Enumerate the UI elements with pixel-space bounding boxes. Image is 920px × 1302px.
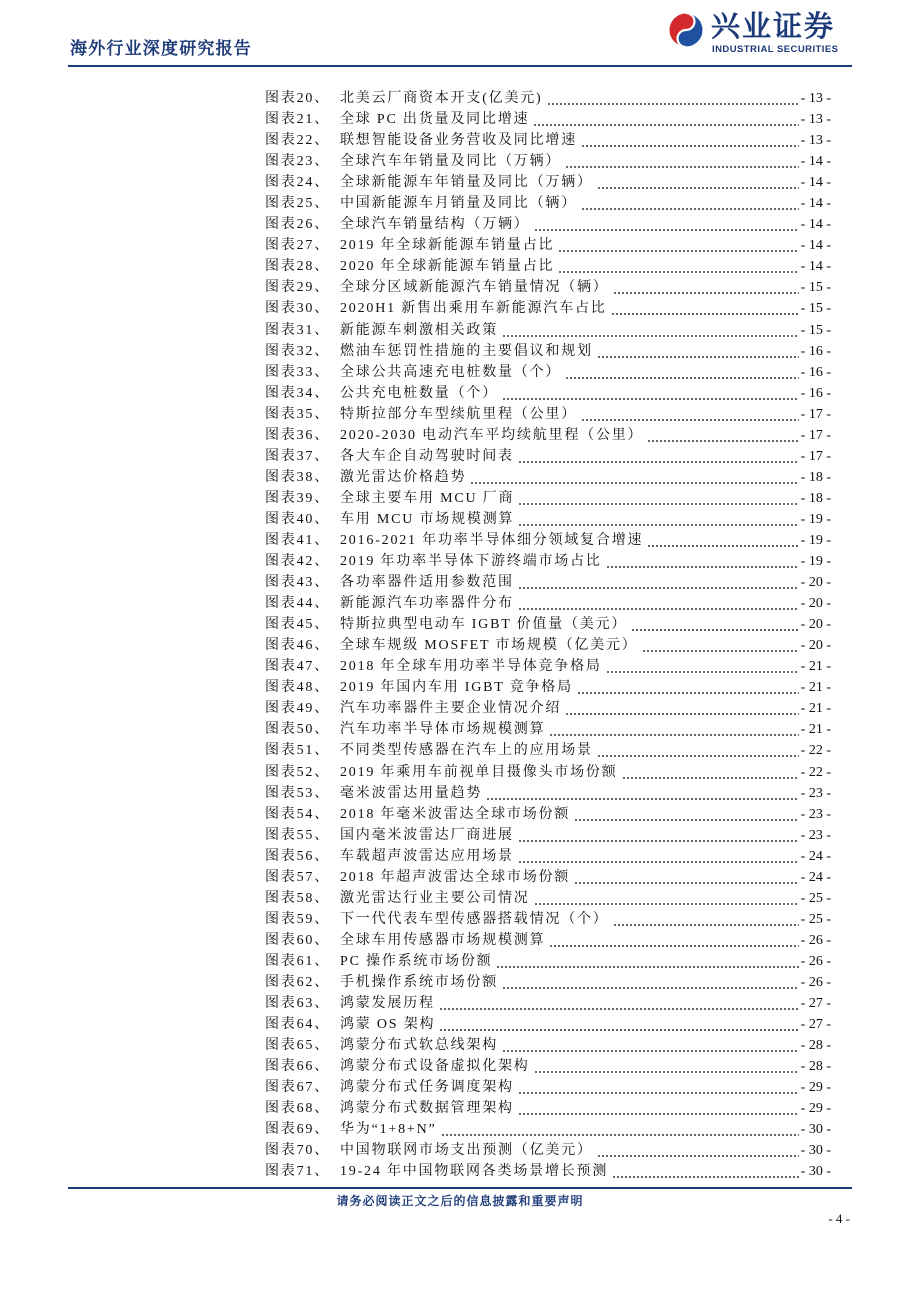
figure-entry-title: 中国物联网市场支出预测（亿美元）: [340, 1143, 593, 1159]
logo-company-name: 兴业证券: [711, 9, 836, 43]
figure-list-entry[interactable]: [265, 320, 831, 341]
dot-leader: [647, 530, 798, 551]
figure-list: [265, 88, 831, 1182]
figure-list-entry[interactable]: [265, 235, 831, 256]
figure-entry-label: 图表44、: [265, 596, 330, 612]
figure-entry-label: 图表25、: [265, 196, 330, 212]
figure-entry-title: 全球车用传感器市场规模测算: [340, 932, 546, 948]
figure-entry-title: 各大车企自动驾驶时间表: [340, 448, 514, 464]
figure-entry-title: 汽车功率器件主要企业情况介绍: [340, 701, 562, 717]
figure-entry-page: - 30 -: [800, 1122, 831, 1138]
figure-list-entry[interactable]: [265, 256, 831, 277]
figure-list-entry[interactable]: [265, 214, 831, 235]
figure-list-entry[interactable]: [265, 509, 831, 530]
figure-entry-title: 2018 年全球车用功率半导体竞争格局: [340, 659, 602, 675]
figure-entry-label: 图表62、: [265, 974, 330, 990]
figure-entry-title: 全球公共高速充电桩数量（个）: [340, 364, 562, 380]
figure-entry-title: 2018 年超声波雷达全球市场份额: [340, 869, 571, 885]
figure-entry-title: 2019 年全球新能源车销量占比: [340, 238, 555, 254]
figure-list-entry[interactable]: [265, 888, 831, 909]
dot-leader: [439, 1014, 798, 1035]
dot-leader: [518, 509, 798, 530]
figure-list-entry[interactable]: [265, 572, 831, 593]
dot-leader: [565, 151, 798, 172]
figure-entry-title: 特斯拉典型电动车 IGBT 价值量（美元）: [340, 617, 628, 633]
dot-leader: [533, 109, 798, 130]
figure-entry-page: - 15 -: [800, 301, 831, 317]
figure-entry-page: - 29 -: [800, 1080, 831, 1096]
dot-leader: [565, 698, 798, 719]
figure-list-entry[interactable]: [265, 551, 831, 572]
dot-leader: [502, 383, 799, 404]
figure-list-entry[interactable]: [265, 362, 831, 383]
figure-entry-page: - 17 -: [800, 427, 831, 443]
dot-leader: [574, 867, 799, 888]
figure-entry-title: 新能源汽车功率器件分布: [340, 596, 514, 612]
footer-disclaimer: 请务必阅读正文之后的信息披露和重要声明: [336, 1194, 584, 1208]
figure-entry-label: 图表50、: [265, 722, 330, 738]
figure-entry-label: 图表51、: [265, 743, 330, 759]
dot-leader: [518, 1077, 799, 1098]
dot-leader: [581, 193, 799, 214]
dot-leader: [518, 825, 799, 846]
figure-entry-page: - 29 -: [800, 1101, 831, 1117]
figure-entry-page: - 27 -: [800, 996, 831, 1012]
figure-entry-page: - 20 -: [800, 596, 831, 612]
figure-list-entry[interactable]: [265, 467, 831, 488]
figure-list-entry[interactable]: [265, 488, 831, 509]
figure-entry-label: 图表43、: [265, 575, 330, 591]
figure-entry-title: 各功率器件适用参数范围: [340, 575, 514, 591]
dot-leader: [502, 972, 799, 993]
figure-entry-page: - 19 -: [800, 511, 831, 527]
figure-entry-page: - 14 -: [800, 217, 831, 233]
dot-leader: [486, 783, 798, 804]
figure-entry-title: 全球主要车用 MCU 厂商: [340, 490, 515, 506]
figure-list-entry[interactable]: [265, 677, 831, 698]
figure-entry-page: - 20 -: [800, 617, 831, 633]
figure-entry-page: - 21 -: [800, 680, 831, 696]
figure-list-entry[interactable]: [265, 277, 831, 298]
figure-list-entry[interactable]: [265, 151, 831, 172]
figure-list-entry[interactable]: [265, 740, 831, 761]
figure-entry-title: 毫米波雷达用量趋势: [340, 785, 483, 801]
figure-entry-label: 图表35、: [265, 406, 330, 422]
dot-leader: [518, 572, 799, 593]
figure-entry-title: 联想智能设备业务营收及同比增速: [340, 133, 577, 149]
figure-entry-label: 图表61、: [265, 953, 330, 969]
figure-entry-label: 图表41、: [265, 532, 330, 548]
figure-entry-label: 图表49、: [265, 701, 330, 717]
dot-leader: [534, 888, 799, 909]
figure-entry-title: 2019 年国内车用 IGBT 竞争格局: [340, 680, 573, 696]
page-number: - 4 -: [828, 1211, 850, 1226]
figure-entry-page: - 13 -: [800, 112, 831, 128]
figure-entry-page: - 16 -: [800, 385, 831, 401]
dot-leader: [597, 341, 799, 362]
figure-entry-page: - 23 -: [800, 806, 831, 822]
figure-list-entry[interactable]: [265, 656, 831, 677]
figure-entry-page: - 21 -: [800, 701, 831, 717]
figure-list-entry[interactable]: [265, 88, 831, 109]
dot-leader: [581, 404, 799, 425]
figure-entry-title: 2020 年全球新能源车销量占比: [340, 259, 555, 275]
figure-entry-title: 全球 PC 出货量及同比增速: [340, 112, 530, 128]
figure-entry-title: 燃油车惩罚性措施的主要倡议和规划: [340, 343, 593, 359]
figure-entry-page: - 14 -: [800, 154, 831, 170]
figure-list-entry[interactable]: [265, 1140, 831, 1161]
figure-entry-label: 图表28、: [265, 259, 330, 275]
dot-leader: [534, 1056, 799, 1077]
figure-entry-label: 图表22、: [265, 133, 330, 149]
figure-entry-label: 图表60、: [265, 932, 330, 948]
dot-leader: [613, 909, 799, 930]
dot-leader: [642, 635, 799, 656]
dot-leader: [496, 951, 798, 972]
dot-leader: [612, 1161, 799, 1182]
figure-entry-page: - 23 -: [800, 827, 831, 843]
figure-list-entry[interactable]: [265, 593, 831, 614]
figure-entry-page: - 25 -: [800, 911, 831, 927]
figure-list-entry[interactable]: [265, 1161, 831, 1182]
figure-entry-label: 图表23、: [265, 154, 330, 170]
figure-list-entry[interactable]: [265, 109, 831, 130]
dot-leader: [613, 277, 799, 298]
figure-entry-page: - 15 -: [800, 322, 831, 338]
figure-entry-page: - 24 -: [800, 869, 831, 885]
figure-entry-label: 图表48、: [265, 680, 330, 696]
figure-entry-page: - 19 -: [800, 554, 831, 570]
figure-list-entry[interactable]: [265, 698, 831, 719]
figure-entry-page: - 14 -: [800, 259, 831, 275]
dot-leader: [611, 298, 799, 319]
figure-entry-title: 激光雷达行业主要公司情况: [340, 890, 530, 906]
dot-leader: [606, 656, 799, 677]
figure-list-entry[interactable]: [265, 1014, 831, 1035]
figure-entry-label: 图表53、: [265, 785, 330, 801]
figure-entry-label: 图表30、: [265, 301, 330, 317]
figure-entry-title: 2016-2021 年功率半导体细分领域复合增速: [340, 532, 644, 548]
figure-entry-title: 全球汽车销量结构（万辆）: [340, 217, 530, 233]
industrial-securities-logo-icon: [668, 12, 704, 48]
figure-entry-page: - 14 -: [800, 175, 831, 191]
figure-entry-title: 鸿蒙分布式任务调度架构: [340, 1080, 514, 1096]
figure-entry-page: - 20 -: [800, 638, 831, 654]
figure-list-entry[interactable]: [265, 425, 831, 446]
figure-list-entry[interactable]: [265, 383, 831, 404]
figure-entry-title: 2018 年毫米波雷达全球市场份额: [340, 806, 571, 822]
figure-entry-label: 图表68、: [265, 1101, 330, 1117]
figure-entry-page: - 27 -: [800, 1017, 831, 1033]
dot-leader: [558, 235, 798, 256]
figure-entry-label: 图表58、: [265, 890, 330, 906]
dot-leader: [502, 1035, 799, 1056]
figure-entry-title: 鸿蒙 OS 架构: [340, 1017, 436, 1033]
figure-entry-page: - 22 -: [800, 764, 831, 780]
figure-list-entry[interactable]: [265, 825, 831, 846]
dot-leader: [502, 320, 799, 341]
figure-list-entry[interactable]: [265, 193, 831, 214]
figure-entry-title: PC 操作系统市场份额: [340, 953, 493, 969]
figure-entry-label: 图表71、: [265, 1164, 330, 1180]
figure-entry-label: 图表67、: [265, 1080, 330, 1096]
dot-leader: [547, 88, 799, 109]
figure-entry-label: 图表70、: [265, 1143, 330, 1159]
figure-entry-label: 图表21、: [265, 112, 330, 128]
figure-entry-title: 激光雷达价格趋势: [340, 469, 467, 485]
figure-entry-title: 汽车功率半导体市场规模测算: [340, 722, 546, 738]
figure-list-entry[interactable]: [265, 446, 831, 467]
dot-leader: [622, 762, 799, 783]
figure-entry-label: 图表33、: [265, 364, 330, 380]
figure-entry-title: 鸿蒙发展历程: [340, 996, 435, 1012]
dot-leader: [439, 993, 799, 1014]
figure-entry-label: 图表32、: [265, 343, 330, 359]
dot-leader: [549, 719, 798, 740]
figure-entry-label: 图表65、: [265, 1038, 330, 1054]
figure-list-entry[interactable]: [265, 1098, 831, 1119]
dot-leader: [577, 677, 799, 698]
figure-entry-title: 2019 年乘用车前视单目摄像头市场份额: [340, 764, 618, 780]
figure-entry-label: 图表24、: [265, 175, 330, 191]
figure-entry-page: - 14 -: [800, 238, 831, 254]
figure-entry-page: - 17 -: [800, 448, 831, 464]
figure-entry-title: 鸿蒙分布式软总线架构: [340, 1038, 498, 1054]
figure-entry-page: - 26 -: [800, 932, 831, 948]
dot-leader: [441, 1119, 799, 1140]
dot-leader: [597, 1140, 799, 1161]
figure-list-entry[interactable]: [265, 951, 831, 972]
figure-entry-label: 图表37、: [265, 448, 330, 464]
dot-leader: [470, 467, 798, 488]
figure-list-entry[interactable]: [265, 1035, 831, 1056]
figure-entry-page: - 23 -: [800, 785, 831, 801]
figure-entry-label: 图表38、: [265, 469, 330, 485]
figure-list-entry[interactable]: [265, 172, 831, 193]
figure-list-entry[interactable]: [265, 1077, 831, 1098]
figure-entry-title: 2020H1 新售出乘用车新能源汽车占比: [340, 301, 607, 317]
figure-entry-page: - 18 -: [800, 469, 831, 485]
figure-list-entry[interactable]: [265, 404, 831, 425]
figure-entry-page: - 14 -: [800, 196, 831, 212]
figure-entry-page: - 22 -: [800, 743, 831, 759]
figure-entry-page: - 15 -: [800, 280, 831, 296]
dot-leader: [565, 362, 798, 383]
figure-entry-title: 全球汽车年销量及同比（万辆）: [340, 154, 562, 170]
figure-list-entry[interactable]: [265, 909, 831, 930]
figure-entry-page: - 28 -: [800, 1038, 831, 1054]
dot-leader: [549, 930, 798, 951]
figure-entry-label: 图表69、: [265, 1122, 330, 1138]
figure-list-entry[interactable]: [265, 614, 831, 635]
dot-leader: [581, 130, 799, 151]
figure-entry-page: - 20 -: [800, 575, 831, 591]
figure-entry-title: 国内毫米波雷达厂商进展: [340, 827, 514, 843]
figure-entry-page: - 18 -: [800, 490, 831, 506]
dot-leader: [518, 1098, 799, 1119]
figure-entry-label: 图表52、: [265, 764, 330, 780]
figure-entry-title: 2019 年功率半导体下游终端市场占比: [340, 554, 602, 570]
figure-entry-title: 北美云厂商资本开支(亿美元): [340, 91, 543, 106]
header-divider: [68, 65, 852, 67]
figure-entry-title: 车用 MCU 市场规模测算: [340, 511, 515, 527]
figure-list-entry[interactable]: [265, 298, 831, 319]
figure-entry-page: - 16 -: [800, 343, 831, 359]
figure-entry-page: - 24 -: [800, 848, 831, 864]
figure-entry-label: 图表20、: [265, 91, 330, 106]
logo-english-name: INDUSTRIAL SECURITIES: [712, 44, 839, 55]
dot-leader: [597, 172, 799, 193]
figure-entry-title: 2020-2030 电动汽车平均续航里程（公里）: [340, 427, 644, 443]
figure-entry-title: 19-24 年中国物联网各类场景增长预测: [340, 1164, 609, 1180]
figure-list-entry[interactable]: [265, 719, 831, 740]
figure-entry-label: 图表27、: [265, 238, 330, 254]
dot-leader: [574, 804, 799, 825]
dot-leader: [558, 256, 798, 277]
figure-entry-title: 公共充电桩数量（个）: [340, 385, 498, 401]
figure-entry-label: 图表42、: [265, 554, 330, 570]
figure-entry-page: - 13 -: [800, 133, 831, 149]
figure-entry-label: 图表63、: [265, 996, 330, 1012]
figure-entry-label: 图表55、: [265, 827, 330, 843]
figure-entry-page: - 13 -: [800, 91, 831, 106]
footer-divider: [68, 1187, 852, 1189]
figure-list-entry[interactable]: [265, 846, 831, 867]
figure-entry-label: 图表46、: [265, 638, 330, 654]
figure-list-entry[interactable]: [265, 804, 831, 825]
figure-entry-page: - 25 -: [800, 890, 831, 906]
dot-leader: [518, 593, 799, 614]
dot-leader: [647, 425, 798, 446]
figure-entry-label: 图表26、: [265, 217, 330, 233]
figure-entry-label: 图表36、: [265, 427, 330, 443]
figure-entry-page: - 21 -: [800, 722, 831, 738]
figure-list-entry[interactable]: [265, 867, 831, 888]
figure-entry-title: 全球车规级 MOSFET 市场规模（亿美元）: [340, 638, 638, 654]
figure-entry-page: - 26 -: [800, 953, 831, 969]
figure-list-entry[interactable]: [265, 130, 831, 151]
figure-entry-label: 图表59、: [265, 911, 330, 927]
figure-entry-title: 车载超声波雷达应用场景: [340, 848, 514, 864]
dot-leader: [518, 446, 799, 467]
figure-list-entry[interactable]: [265, 1119, 831, 1140]
figure-entry-page: - 17 -: [800, 406, 831, 422]
dot-leader: [518, 488, 798, 509]
figure-list-entry[interactable]: [265, 762, 831, 783]
figure-entry-page: - 28 -: [800, 1059, 831, 1075]
figure-entry-label: 图表31、: [265, 322, 330, 338]
figure-entry-title: 鸿蒙分布式设备虚拟化架构: [340, 1059, 530, 1075]
figure-list-entry[interactable]: [265, 530, 831, 551]
figure-entry-title: 全球分区域新能源汽车销量情况（辆）: [340, 280, 609, 296]
figure-list-entry[interactable]: [265, 635, 831, 656]
figure-entry-label: 图表57、: [265, 869, 330, 885]
figure-entry-label: 图表29、: [265, 280, 330, 296]
dot-leader: [631, 614, 798, 635]
figure-list-entry[interactable]: [265, 993, 831, 1014]
figure-entry-title: 下一代代表车型传感器搭载情况（个）: [340, 911, 609, 927]
figure-entry-title: 新能源车刺激相关政策: [340, 322, 498, 338]
report-type-title: 海外行业深度研究报告: [70, 39, 252, 58]
figure-entry-label: 图表47、: [265, 659, 330, 675]
figure-entry-title: 华为“1+8+N”: [340, 1122, 437, 1138]
figure-entry-page: - 26 -: [800, 974, 831, 990]
figure-entry-page: - 16 -: [800, 364, 831, 380]
figure-entry-label: 图表40、: [265, 511, 330, 527]
figure-entry-label: 图表39、: [265, 490, 330, 506]
figure-entry-label: 图表66、: [265, 1059, 330, 1075]
figure-entry-title: 手机操作系统市场份额: [340, 974, 498, 990]
figure-list-entry[interactable]: [265, 1056, 831, 1077]
figure-entry-page: - 30 -: [800, 1143, 831, 1159]
figure-entry-title: 鸿蒙分布式数据管理架构: [340, 1101, 514, 1117]
figure-entry-label: 图表34、: [265, 385, 330, 401]
figure-entry-label: 图表54、: [265, 806, 330, 822]
figure-entry-label: 图表64、: [265, 1017, 330, 1033]
figure-list-entry[interactable]: [265, 930, 831, 951]
company-logo: [668, 8, 852, 58]
dot-leader: [534, 214, 799, 235]
figure-entry-page: - 19 -: [800, 532, 831, 548]
figure-entry-label: 图表45、: [265, 617, 330, 633]
figure-entry-page: - 21 -: [800, 659, 831, 675]
figure-entry-page: - 30 -: [800, 1164, 831, 1180]
figure-list-entry[interactable]: [265, 972, 831, 993]
figure-entry-title: 全球新能源车年销量及同比（万辆）: [340, 175, 593, 191]
figure-entry-title: 中国新能源车月销量及同比（辆）: [340, 196, 577, 212]
dot-leader: [518, 846, 799, 867]
figure-entry-title: 特斯拉部分车型续航里程（公里）: [340, 406, 577, 422]
figure-list-entry[interactable]: [265, 783, 831, 804]
figure-entry-label: 图表56、: [265, 848, 330, 864]
dot-leader: [606, 551, 799, 572]
figure-list-entry[interactable]: [265, 341, 831, 362]
dot-leader: [597, 740, 799, 761]
figure-entry-title: 不同类型传感器在汽车上的应用场景: [340, 743, 593, 759]
